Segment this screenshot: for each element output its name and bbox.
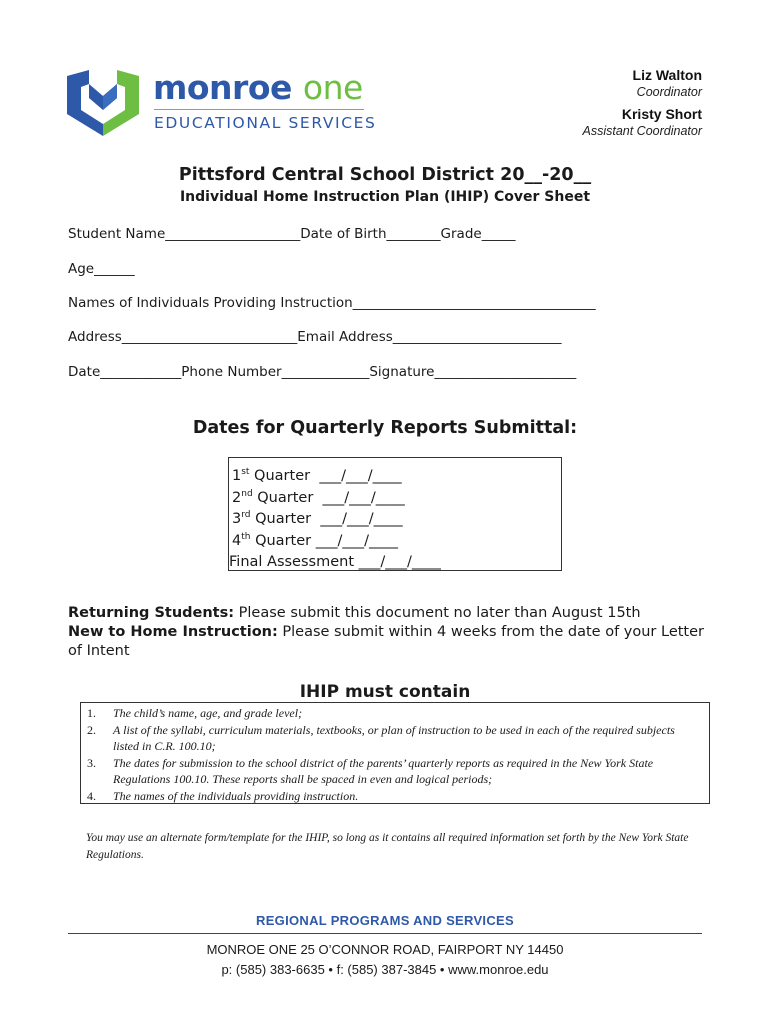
final-assessment-row[interactable]: Final Assessment ___/___/____ [229,554,441,570]
document-subtitle: Individual Home Instruction Plan (IHIP) Cover Sheet [179,189,591,205]
quarter-row[interactable]: 1st Quarter ___/___/____ [232,467,402,484]
footer-divider [68,933,702,934]
quarter-row[interactable]: 4th Quarter ___/___/____ [232,532,398,549]
form-line-student[interactable]: Student Name____________________Date of Birth________Grade_____ [68,226,516,242]
contact-role: Coordinator [636,85,702,99]
brand-name: monroe one [153,68,363,107]
quarter-row[interactable]: 3rd Quarter ___/___/____ [232,510,403,527]
form-line-address[interactable]: Address__________________________Email Address_________________________ [68,329,562,345]
ihip-requirements-box [80,702,710,804]
list-item: 4. The names of the individuals providing instruction. [87,788,359,803]
list-item: 2. A list of the syllabi, curriculum materials, textbooks, or plan of instruction to be used in each of the required subjects listed in C.R. 100.10; [87,722,675,753]
contacts [482,66,702,144]
monroe-one-logo-icon [67,70,139,136]
footer-title: REGIONAL PROGRAMS AND SERVICES [256,913,514,928]
ihip-heading: IHIP must contain [299,682,471,702]
quarterly-box [228,457,562,571]
contact-role: Assistant Coordinator [582,124,702,138]
quarterly-heading: Dates for Quarterly Reports Submittal: [192,418,578,438]
form-line-instructors[interactable]: Names of Individuals Providing Instruction____________________________________ [68,295,596,311]
footer-address: MONROE ONE 25 O’CONNOR ROAD, FAIRPORT NY 14450 [206,942,564,957]
alternate-form-note: You may use an alternate form/template for the IHIP, so long as it contains all required information set forth by the New York State Regulations. [86,832,689,861]
brand-subtitle: EDUCATIONAL SERVICES [154,114,377,132]
footer-contact: p: (585) 383-6635 • f: (585) 387-3845 • www.monroe.edu [221,962,549,977]
form-line-age[interactable]: Age______ [68,261,135,277]
document-title: Pittsford Central School District 20__-20__ [178,165,592,185]
form-line-date[interactable]: Date____________Phone Number_____________Signature_____________________ [68,364,577,380]
contact-name: Liz Walton [632,67,702,83]
list-item: 1. The child’s name, age, and grade level; [87,706,303,720]
submission-instructions: Returning Students: Please submit this document no later than August 15th New to Home Instruction: Please submit within 4 weeks from the date of your Letter of Intent [68,605,704,659]
quarter-row[interactable]: 2nd Quarter ___/___/____ [232,489,405,506]
contact-name: Kristy Short [621,106,702,122]
list-item: 3. The dates for submission to the school district of the parents’ quarterly reports as required in the New York State Regulations 100.10. These reports shall be spaced in even and logical periods; [87,755,654,786]
brand-divider [154,109,364,110]
